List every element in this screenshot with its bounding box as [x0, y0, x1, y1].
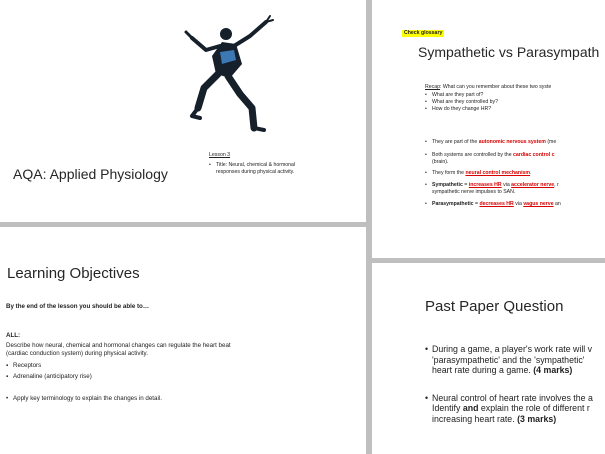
- parasympathetic-tail: an: [553, 200, 561, 207]
- sympathetic-via: via: [501, 182, 512, 189]
- recap-text: : What can you remember about these two syste: [440, 84, 552, 90]
- sympathetic-label: Sympathetic: [432, 182, 463, 189]
- question-1-marks: (4 marks): [533, 365, 573, 375]
- objectives-subitems: [6, 362, 92, 381]
- lesson-title-bullet: • Title: Neural, chemical & hormonal responses during physical activity.: [209, 162, 301, 176]
- parasympathetic-via: via: [513, 200, 524, 207]
- slide4-title: Past Paper Question: [425, 298, 564, 315]
- recap-question-1: • What are they part of?: [425, 92, 498, 99]
- sympathetic-increase: increases HR: [468, 182, 502, 189]
- question-2-and: and: [462, 403, 479, 413]
- subitem-receptors: ▪ Receptors: [6, 362, 92, 370]
- objectives-description-1: Describe how neural, chemical and hormonal changes can regulate the heart beat: [6, 342, 231, 349]
- recap-line: [425, 84, 551, 91]
- point-ccc-line2: (brain).: [432, 158, 449, 165]
- accelerator-nerve: accelerator nerve: [511, 182, 555, 189]
- point-parasympathetic: [425, 201, 561, 208]
- slide1-title: AQA: Applied Physiology: [13, 166, 168, 182]
- subitem-adrenaline: ▪ Adrenaline (anticipatory rise): [6, 373, 92, 381]
- point-ccc: [425, 152, 561, 166]
- final-bullet: • Apply key terminology to explain the changes in detail.: [6, 395, 162, 403]
- point-ans: [425, 139, 561, 146]
- question-1-line2: 'parasympathetic' and the 'sympathetic': [432, 354, 585, 365]
- objectives-description-2: (cardiac conduction system) during physical activity.: [6, 350, 148, 357]
- question-2-line1: Neural control of heart rate involves the a: [432, 392, 593, 403]
- question-1-line3: heart rate during a game.: [432, 365, 534, 375]
- objectives-level: ALL:: [6, 332, 21, 339]
- lesson-bullets: [209, 162, 301, 176]
- point-ans-highlight: autonomic nervous system: [478, 139, 546, 145]
- sprinter-silhouette-icon: [170, 12, 280, 138]
- slide-title[interactable]: [0, 0, 366, 222]
- lesson-label: Lesson 3: [209, 152, 231, 158]
- recap-question-2: • What are they controlled by?: [425, 99, 498, 106]
- vagus-nerve: vagus nerve: [523, 200, 554, 207]
- slide-past-paper-question[interactable]: [372, 263, 605, 454]
- parasympathetic-label: Parasympathetic: [432, 200, 474, 207]
- recap-questions: [425, 92, 498, 112]
- slide3-title: Learning Objectives: [7, 265, 140, 282]
- slide-learning-objectives[interactable]: [0, 227, 366, 454]
- question-2-identify: Identify: [432, 403, 463, 413]
- recap-question-3: • How do they change HR?: [425, 106, 498, 113]
- parasympathetic-equals: =: [473, 200, 480, 207]
- question-2-line3: increasing heart rate.: [432, 413, 518, 424]
- point-ccc-highlight: cardiac control c: [513, 151, 555, 158]
- recap-label: Recap: [425, 84, 440, 90]
- question-2-marks: (3 marks): [517, 413, 557, 424]
- point-ncm-text: They form the: [432, 170, 466, 177]
- objectives-final: [6, 395, 162, 403]
- question-1-line1: During a game, a player's work rate will v: [432, 344, 593, 354]
- sympathetic-line2: sympathetic nerve impulses to SAN.: [432, 188, 516, 195]
- past-paper-questions: [425, 344, 593, 424]
- objectives-intro: By the end of the lesson you should be able to…: [6, 303, 150, 310]
- slide-sympathetic-parasympathetic[interactable]: [372, 0, 605, 258]
- point-ncm: [425, 170, 561, 177]
- check-glossary-badge: Check glossary: [404, 30, 443, 36]
- question-1: [425, 344, 593, 376]
- point-ccc-text: Both systems are controlled by the: [432, 151, 514, 158]
- slide2-title: Sympathetic vs Parasympath: [418, 44, 600, 60]
- point-ans-tail: (me: [545, 139, 557, 145]
- question-2-explain: explain the role of different r: [478, 403, 590, 413]
- key-points: [425, 139, 561, 208]
- point-ans-text: They are part of the: [432, 139, 479, 145]
- parasympathetic-decrease: decreases HR: [479, 200, 514, 207]
- sympathetic-equals: =: [462, 182, 469, 189]
- sympathetic-tail: , r: [554, 182, 559, 189]
- point-ncm-highlight: neural control mechanism: [465, 170, 531, 177]
- point-sympathetic: [425, 182, 561, 196]
- point-ncm-tail: .: [530, 170, 532, 177]
- question-2: [425, 393, 593, 425]
